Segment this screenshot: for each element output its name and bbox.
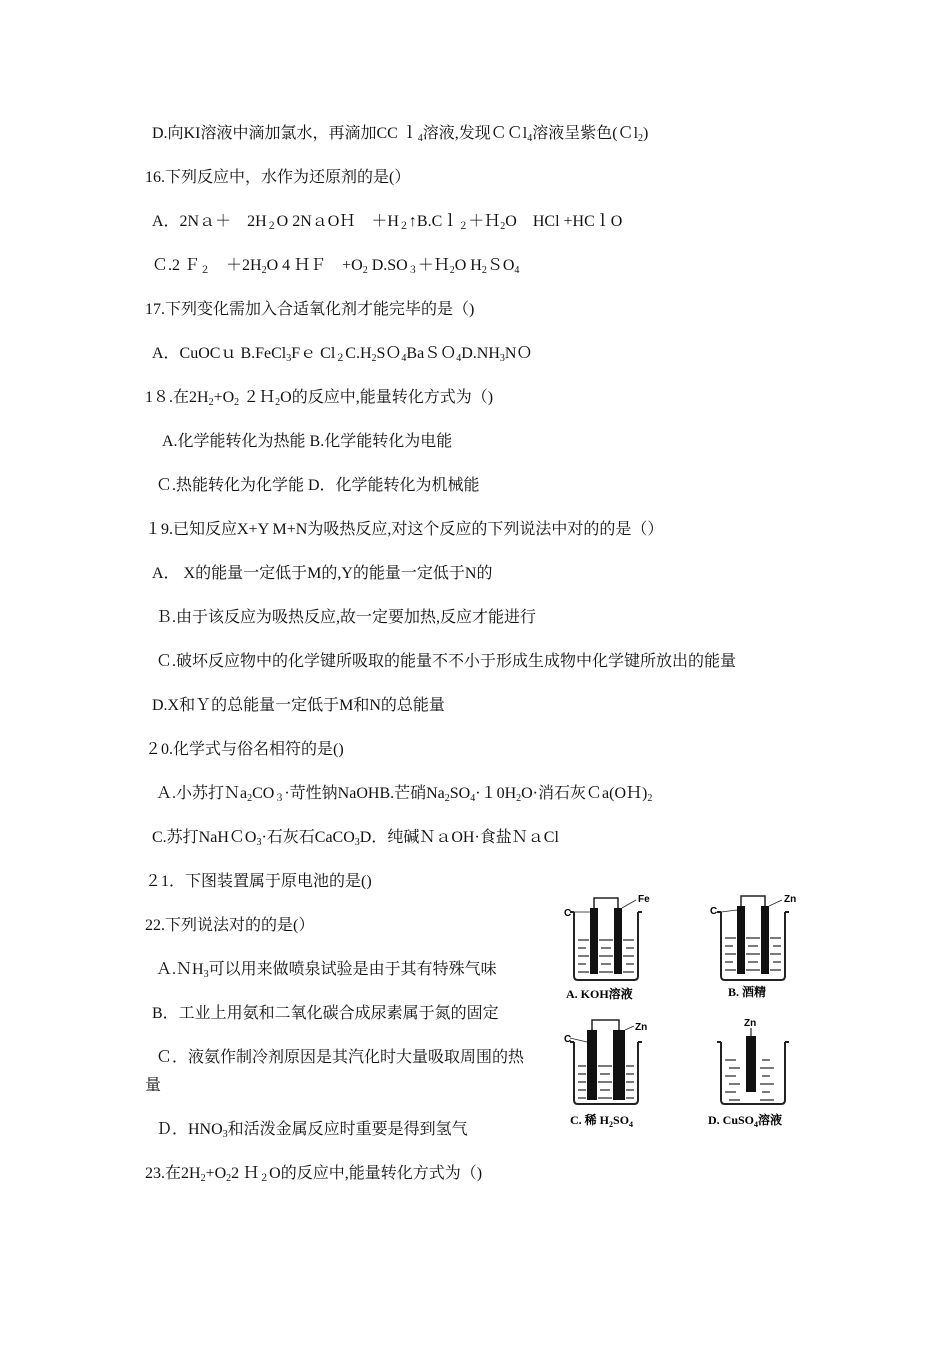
line-segment: SＯ bbox=[376, 345, 402, 362]
line-segment: ３ bbox=[274, 793, 285, 804]
line-segment: 2 bbox=[234, 397, 240, 408]
line-segment: O HCl +HCｌO bbox=[505, 213, 623, 230]
line-segment: ·苛性钠NaOHB.芒硝Na bbox=[284, 785, 445, 802]
question-19-option-b bbox=[156, 608, 536, 628]
line-segment: Ｃ.2 Ｆ bbox=[152, 257, 201, 274]
cell-a-caption: A. KOH溶液 bbox=[566, 987, 633, 1001]
line-segment: D.SO bbox=[367, 257, 408, 274]
line-segment: ２ bbox=[266, 221, 277, 232]
question-19-option-a bbox=[152, 564, 492, 584]
line-segment: 2 bbox=[481, 265, 487, 276]
line-segment: 22.下列说法对的的是(） bbox=[145, 917, 315, 934]
line-segment: +O bbox=[213, 389, 235, 406]
question-22-option-c-cont bbox=[145, 1076, 161, 1096]
cell-d-top-label: Zn bbox=[744, 1018, 757, 1029]
cell-b-right-label: Zn bbox=[784, 894, 797, 905]
cell-a-wire bbox=[594, 898, 618, 908]
line-segment: 3 bbox=[203, 969, 209, 980]
line-segment: 可以用来做喷泉试验是由于其有特殊气味 bbox=[208, 961, 497, 978]
line-segment: O 2NａOＨ ＋H bbox=[276, 213, 399, 230]
line-segment: D.NH bbox=[461, 345, 500, 362]
line-segment: 和活泼金属反应时重要是得到氢气 bbox=[227, 1121, 468, 1138]
line-segment: NＯ bbox=[504, 345, 533, 362]
line-segment: D.X和Ｙ的总能量一定低于M和N的总能量 bbox=[152, 697, 445, 714]
line-segment: ＋Ｈ bbox=[417, 257, 450, 274]
line-segment: C.H bbox=[345, 345, 372, 362]
cell-c-left-label: C bbox=[564, 1034, 572, 1045]
question-20 bbox=[145, 740, 344, 760]
line-segment: 4 bbox=[456, 353, 462, 364]
line-segment: Fｅ Cl bbox=[291, 345, 336, 362]
cell-d bbox=[708, 1018, 789, 1129]
line-segment: ↑B.Cｌ bbox=[408, 213, 459, 230]
line-segment: 2 bbox=[226, 1173, 232, 1184]
line-segment: 2 bbox=[247, 793, 253, 804]
question-16-options-cd bbox=[152, 256, 519, 276]
line-segment: ２ bbox=[458, 221, 469, 232]
line-segment: SO bbox=[449, 785, 471, 802]
question-21 bbox=[145, 872, 372, 892]
line-segment: Ａ.小苏打Ｎa bbox=[156, 785, 248, 802]
line-segment: Ｄ．HNO bbox=[156, 1121, 223, 1138]
cell-a-left-electrode bbox=[590, 908, 598, 974]
question-18 bbox=[145, 388, 493, 408]
line-segment: 2 bbox=[647, 793, 653, 804]
question-18-options-ab bbox=[162, 432, 452, 452]
line-segment: ２ bbox=[200, 265, 211, 276]
line-segment: A． X的能量一定低于M的,Y的能量一定低于N的 bbox=[152, 565, 493, 582]
cell-a bbox=[564, 894, 650, 1001]
line-segment: D．纯碱ＮａOH·食盐ＮａCl bbox=[359, 829, 559, 846]
option-16d-line bbox=[152, 124, 648, 144]
line-segment: 3 bbox=[354, 837, 360, 848]
line-segment: 4 bbox=[401, 353, 407, 364]
cell-c bbox=[564, 1020, 647, 1129]
line-segment: Ａ.ＮH bbox=[156, 961, 204, 978]
line-segment: CO bbox=[252, 785, 275, 802]
line-segment: ２ bbox=[335, 353, 346, 364]
cell-c-caption: C. 稀 $H_2SO_4$ bbox=[570, 1113, 634, 1129]
line-segment: 4 bbox=[514, 265, 520, 276]
line-segment: 3 bbox=[286, 353, 292, 364]
question-16-options-ab bbox=[152, 212, 622, 232]
line-segment: ＳO bbox=[486, 257, 515, 274]
line-segment: ＋2H bbox=[210, 257, 262, 274]
line-segment: 4 bbox=[470, 793, 476, 804]
line-segment: 2 Ｈ bbox=[231, 1165, 260, 1182]
line-segment: ２ bbox=[398, 221, 409, 232]
line-segment: 2 bbox=[200, 1173, 206, 1184]
line-segment: ·１0H bbox=[475, 785, 517, 802]
question-20-options-ab bbox=[156, 784, 652, 804]
line-segment: Ｂ.由于该反应为吸热反应,故一定要加热,反应才能进行 bbox=[156, 609, 537, 626]
line-segment: 溶液呈紫色(Ｃl bbox=[532, 125, 639, 142]
line-segment: ＋Ｈ bbox=[468, 213, 501, 230]
line-segment: C.苏打NaHＣO bbox=[152, 829, 257, 846]
cell-d-caption: D. CuSO$_4$溶液 bbox=[708, 1113, 783, 1129]
line-segment: ３ bbox=[407, 265, 418, 276]
line-segment: Ｃ．液氨作制冷剂原因是其汽化时大量吸取周围的热 bbox=[156, 1049, 525, 1066]
cell-b-wire bbox=[741, 896, 765, 906]
line-segment: O的反应中,能量转化方式为（) bbox=[280, 389, 494, 406]
cell-b-right-electrode bbox=[761, 906, 769, 974]
line-segment: 3 bbox=[499, 353, 505, 364]
line-segment: A.化学能转化为热能 B.化学能转化为电能 bbox=[162, 433, 453, 450]
line-segment: +O bbox=[205, 1165, 227, 1182]
line-segment: Ｃ.破坏反应物中的化学键所吸取的能量不不小于形成生成物中化学键所放出的能量 bbox=[156, 653, 737, 670]
line-segment: 量 bbox=[145, 1077, 162, 1094]
question-20-options-cd bbox=[152, 828, 559, 848]
galvanic-cell-figure bbox=[556, 890, 816, 1140]
cell-c-wire bbox=[592, 1020, 619, 1030]
cell-c-right-label: Zn bbox=[635, 1022, 648, 1033]
line-segment: 溶液,发现ＣＣl bbox=[422, 125, 528, 142]
question-19-option-d bbox=[152, 696, 445, 716]
line-segment: 2 bbox=[500, 221, 506, 232]
cell-a-right-label: Fe bbox=[638, 894, 650, 905]
line-segment: 3 bbox=[222, 1129, 228, 1140]
line-segment: Ｃ.热能转化为化学能 D．化学能转化为机械能 bbox=[156, 477, 480, 494]
question-22-option-c bbox=[156, 1048, 524, 1068]
line-segment: ２1．下图装置属于原电池的是() bbox=[145, 873, 372, 890]
cell-d-electrode bbox=[746, 1036, 756, 1092]
line-segment: BaＳＯ bbox=[406, 345, 457, 362]
line-segment: 4 bbox=[527, 133, 533, 144]
line-segment: １9.已知反应X+Y M+N为吸热反应,对这个反应的下列说法中对的的是（） bbox=[145, 521, 664, 538]
line-segment: 2 bbox=[371, 353, 377, 364]
cell-a-right-electrode bbox=[614, 908, 622, 974]
line-segment: A．2Nａ＋ 2H bbox=[152, 213, 267, 230]
question-19-option-c bbox=[156, 652, 736, 672]
line-segment: 17.下列变化需加入合适氧化剂才能完毕的是（) bbox=[145, 301, 475, 318]
cell-a-left-label: C bbox=[564, 908, 572, 919]
line-segment: 23.在2H bbox=[145, 1165, 201, 1182]
cell-b-left-electrode bbox=[737, 906, 745, 974]
line-segment: ２ bbox=[259, 1173, 270, 1184]
line-segment: 2 bbox=[208, 397, 214, 408]
line-segment: 2 bbox=[638, 133, 644, 144]
cell-b bbox=[710, 894, 796, 999]
line-segment: 2 bbox=[275, 397, 281, 408]
cell-b-left-label: C bbox=[710, 906, 718, 917]
line-segment: 2 bbox=[261, 265, 267, 276]
line-segment: D.向KI溶液中滴加氯水，再滴加CC ｌ bbox=[152, 125, 418, 142]
line-segment: 3 bbox=[256, 837, 262, 848]
question-19 bbox=[145, 520, 663, 540]
line-segment: O H bbox=[454, 257, 482, 274]
line-segment: A．CuOCｕ B.FeCl bbox=[152, 345, 287, 362]
question-16 bbox=[145, 168, 410, 188]
line-segment: 2 bbox=[516, 793, 522, 804]
line-segment: ·石灰石CaCO bbox=[261, 829, 355, 846]
question-17 bbox=[145, 300, 474, 320]
line-segment: ２0.化学式与俗名相符的是() bbox=[145, 741, 344, 758]
question-17-options bbox=[152, 344, 532, 364]
line-segment: 2 bbox=[362, 265, 368, 276]
line-segment: ) bbox=[643, 125, 649, 142]
cell-b-caption: B. 酒精 bbox=[728, 985, 767, 999]
question-23 bbox=[145, 1164, 482, 1184]
question-22-option-a bbox=[156, 960, 497, 980]
line-segment: O的反应中,能量转化方式为（) bbox=[269, 1165, 483, 1182]
question-18-options-cd bbox=[156, 476, 480, 496]
question-22-option-d bbox=[156, 1120, 468, 1140]
cell-c-right-electrode bbox=[613, 1030, 625, 1100]
line-segment: 2 bbox=[444, 793, 450, 804]
line-segment: 16.下列反应中，水作为还原剂的是(） bbox=[145, 169, 411, 186]
line-segment: O·消石灰Ｃa(OＨ) bbox=[521, 785, 648, 802]
line-segment: O 4 ＨＦ +O bbox=[266, 257, 363, 274]
line-segment: B．工业上用氨和二氧化碳合成尿素属于氮的固定 bbox=[152, 1005, 499, 1022]
line-segment: ２Ｈ bbox=[239, 389, 276, 406]
cell-c-left-electrode bbox=[587, 1030, 597, 1100]
line-segment: 2 bbox=[449, 265, 455, 276]
line-segment: 1８.在2H bbox=[145, 389, 209, 406]
question-22 bbox=[145, 916, 314, 936]
line-segment: 4 bbox=[417, 133, 423, 144]
question-22-option-b bbox=[152, 1004, 499, 1024]
